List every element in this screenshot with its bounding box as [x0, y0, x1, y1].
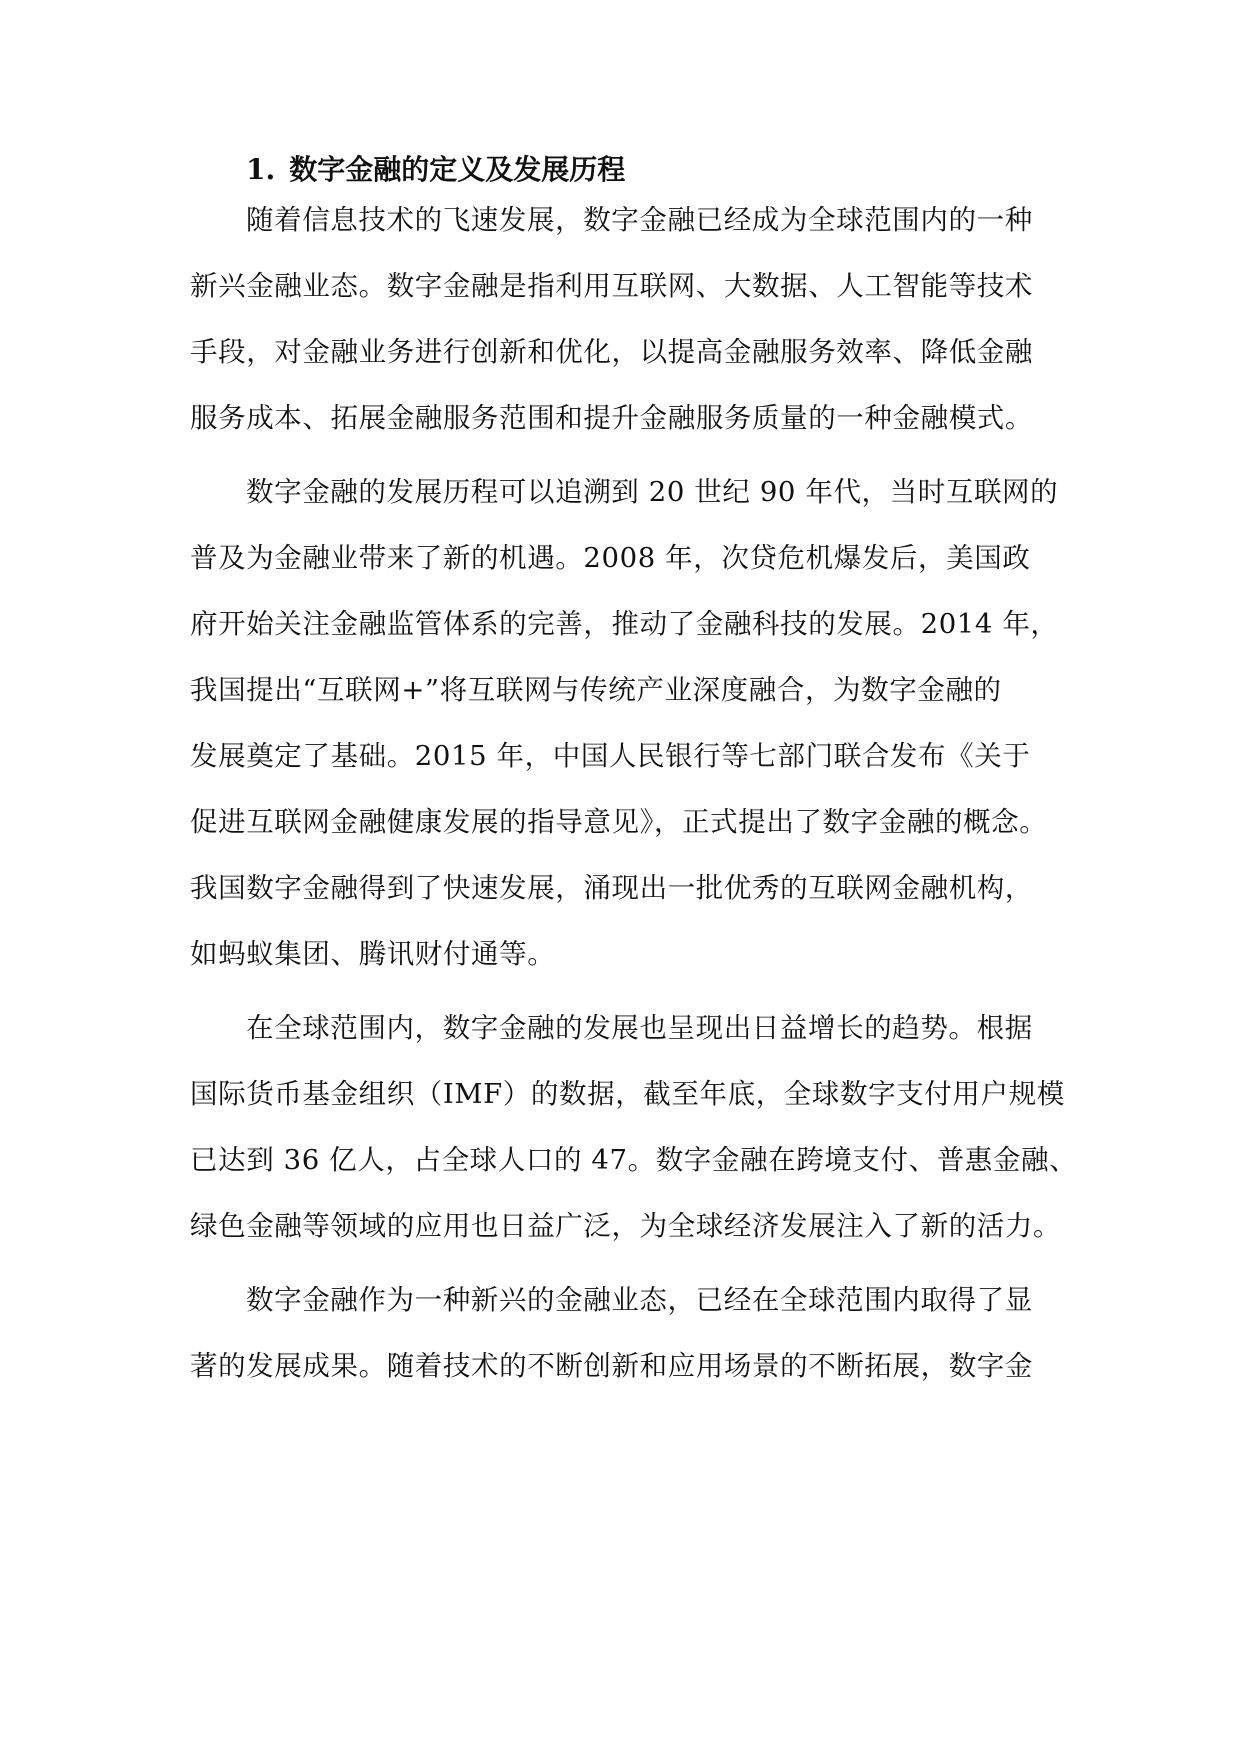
section-title: 数字金融的定义及发展历程 — [289, 153, 626, 186]
paragraph-2-line-1: 数字金融的发展历程可以追溯到 20 世纪 90 年代，当时互联网的 — [246, 476, 1059, 508]
paragraph-3-line-2: 国际货币基金组织（IMF）的数据，截至年底，全球数字支付用户规模 — [190, 1078, 1065, 1110]
paragraph-2-line-7: 我国数字金融得到了快速发展，涌现出一批优秀的互联网金融机构， — [190, 872, 1033, 904]
section-heading — [246, 146, 625, 194]
paragraph-3-line-1: 在全球范围内，数字金融的发展也呈现出日益增长的趋势。根据 — [246, 1012, 1033, 1044]
paragraph-3-line-3: 已达到 36 亿人，占全球人口的 47。数字金融在跨境支付、普惠金融、 — [190, 1144, 1078, 1176]
paragraph-2-line-6: 促进互联网金融健康发展的指导意见》，正式提出了数字金融的概念。 — [190, 806, 1048, 838]
paragraph-2-line-5: 发展奠定了基础。2015 年，中国人民银行等七部门联合发布《关于 — [190, 740, 1031, 772]
paragraph-1-line-2: 新兴金融业态。数字金融是指利用互联网、大数据、人工智能等技术 — [190, 270, 1033, 302]
paragraph-1-line-1: 随着信息技术的飞速发展，数字金融已经成为全球范围内的一种 — [246, 204, 1033, 236]
paragraph-3-line-4: 绿色金融等领域的应用也日益广泛，为全球经济发展注入了新的活力。 — [190, 1210, 1062, 1242]
paragraph-1-line-3: 手段，对金融业务进行创新和优化，以提高金融服务效率、降低金融 — [190, 336, 1033, 368]
paragraph-2-line-2: 普及为金融业带来了新的机遇。2008 年，次贷危机爆发后，美国政 — [190, 542, 1031, 574]
section-number: 1. — [246, 153, 276, 186]
paragraph-4-line-2: 著的发展成果。随着技术的不断创新和应用场景的不断拓展，数字金 — [190, 1350, 1033, 1382]
paragraph-2-line-8: 如蚂蚁集团、腾讯财付通等。 — [190, 938, 556, 970]
paragraph-4-line-1: 数字金融作为一种新兴的金融业态，已经在全球范围内取得了显 — [246, 1284, 1033, 1316]
paragraph-2-line-3: 府开始关注金融监管体系的完善，推动了金融科技的发展。2014 年， — [190, 608, 1059, 640]
paragraph-2-line-4: 我国提出“互联网+”将互联网与传统产业深度融合，为数字金融的 — [190, 674, 1002, 706]
paragraph-1-line-4: 服务成本、拓展金融服务范围和提升金融服务质量的一种金融模式。 — [190, 402, 1033, 434]
